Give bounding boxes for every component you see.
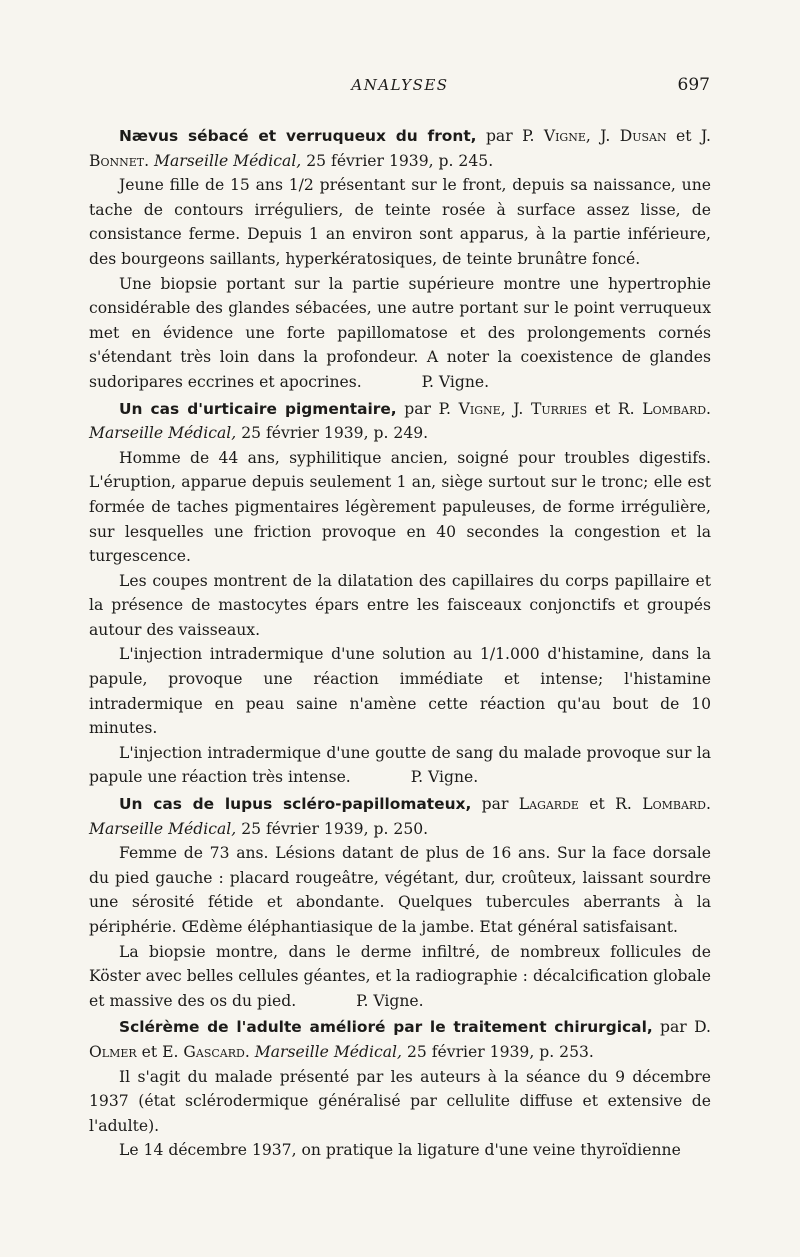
- paragraph: Le 14 décembre 1937, on pratique la ligature d'une veine thyroïdienne: [119, 1141, 681, 1160]
- article-heading: Un cas d'urticaire pigmentaire, par P. Vigne, J. Turries et R. Lombard. Marseille Médical, 25 février 1939, p. 249.: [89, 399, 712, 443]
- author-name: Lombard.: [642, 795, 711, 814]
- paragraph: La biopsie montre, dans le derme infiltré, de nombreux follicules de Köster avec belles cellules géantes, et la radiographie : décalcification globale et massive des os du pied. P. Vigne.: [89, 942, 711, 1010]
- journal-name: Marseille Médical,: [254, 1042, 402, 1061]
- journal-name: Marseille Médical,: [89, 424, 237, 443]
- author-name: Lombard.: [642, 399, 712, 418]
- paragraph: L'injection intradermique d'une solution au 1/1.000 d'histamine, dans la papule, provoque une réaction immédiate et intense; l'histamine intradermique en peau saine n'amène cette réaction qu'au bout de 10 minutes.: [89, 645, 711, 738]
- author-name: Turries: [530, 399, 588, 418]
- article: [89, 124, 711, 395]
- journal-name: Marseille Médical,: [154, 151, 302, 170]
- citation: 25 février 1939, p. 249.: [241, 424, 429, 443]
- paragraph: L'injection intradermique d'une goutte de sang du malade provoque sur la papule une réaction très intense. P. Vigne.: [89, 743, 711, 787]
- paragraph: Homme de 44 ans, syphilitique ancien, soigné pour troubles digestifs. L'éruption, apparue depuis seulement 1 an, siège surtout sur le tronc; elle est formée de taches pigmentaires légèrement papuleuses, de forme irrégulière, sur lesquelles une friction provoque en 40 secondes la congestion et la turgescence.: [89, 448, 711, 566]
- paragraph: Les coupes montrent de la dilatation des capillaires du corps papillaire et la présence de mastocytes épars entre les faisceaux conjonctifs et groupés autour des vaisseaux.: [89, 571, 711, 639]
- article: [89, 1015, 711, 1163]
- signature: P. Vigne.: [421, 372, 490, 391]
- article-title: Nævus sébacé et verruqueux du front,: [119, 127, 477, 145]
- signature: P. Vigne.: [356, 991, 424, 1010]
- author-name: Vigne: [458, 399, 501, 418]
- signature: P. Vigne.: [410, 768, 479, 787]
- page-number: 697: [677, 75, 710, 95]
- author-name: Gascard.: [183, 1042, 250, 1061]
- author-name: Vigne: [543, 127, 586, 145]
- paragraph: Une biopsie portant sur la partie supérieure montre une hypertrophie considérable des glandes sébacées, une autre portant sur le point verruqueux met en évidence une forte papillomatose et des prolongements cornés s'étendant très loin dans la profondeur. A noter la coexistence de glandes sudoripares eccrines et apocrines. P. Vigne.: [89, 274, 711, 391]
- journal-name: Marseille Médical,: [89, 819, 237, 838]
- article-heading: Nævus sébacé et verruqueux du front, par P. Vigne, J. Dusan et J. Bonnet. Marseille Médical, 25 février 1939, p. 245.: [89, 127, 711, 170]
- article-title: Sclérème de l'adulte amélioré par le traitement chirurgical,: [119, 1018, 653, 1037]
- page-header: [90, 76, 710, 102]
- article-heading: Un cas de lupus scléro-papillomateux, par Lagarde et R. Lombard. Marseille Médical, 25 février 1939, p. 250.: [89, 795, 711, 838]
- author-name: Lagarde: [518, 795, 579, 814]
- paragraph: Jeune fille de 15 ans 1/2 présentant sur le front, depuis sa naissance, une tache de contours irréguliers, de teinte rosée à surface assez lisse, de consistance ferme. Depuis 1 an environ sont apparus, à la partie inférieure, des bourgeons saillants, hyperkératosiques, de teinte brunâtre foncé.: [89, 176, 711, 268]
- body-text: [89, 122, 711, 1163]
- article-heading: Sclérème de l'adulte amélioré par le traitement chirurgical, par D. Olmer et E. Gascard. Marseille Médical, 25 février 1939, p. 253.: [89, 1018, 711, 1061]
- article-title: Un cas de lupus scléro-papillomateux,: [119, 795, 472, 814]
- citation: 25 février 1939, p. 245.: [306, 151, 494, 170]
- citation: 25 février 1939, p. 253.: [406, 1042, 594, 1061]
- author-name: Dusan: [619, 127, 667, 145]
- paragraph: Femme de 73 ans. Lésions datant de plus de 16 ans. Sur la face dorsale du pied gauche : placard rougeâtre, végétant, dur, croûteux, laissant sourdre une sérosité fétide et abondante. Quelques tubercules aberrants à la périphérie. Œdème éléphantiasique de la jambe. Etat général satisfaisant.: [89, 844, 711, 936]
- running-head: ANALYSES: [351, 76, 449, 94]
- article: [89, 397, 711, 791]
- article-title: Un cas d'urticaire pigmentaire,: [119, 399, 397, 418]
- citation: 25 février 1939, p. 250.: [241, 819, 429, 838]
- author-name: Olmer: [89, 1042, 137, 1061]
- author-name: Bonnet: [89, 151, 145, 170]
- paragraph: Il s'agit du malade présenté par les auteurs à la séance du 9 décembre 1937 (état sclérodermique généralisé par cellulite diffuse et extensive de l'adulte).: [89, 1067, 711, 1135]
- article: [89, 792, 711, 1013]
